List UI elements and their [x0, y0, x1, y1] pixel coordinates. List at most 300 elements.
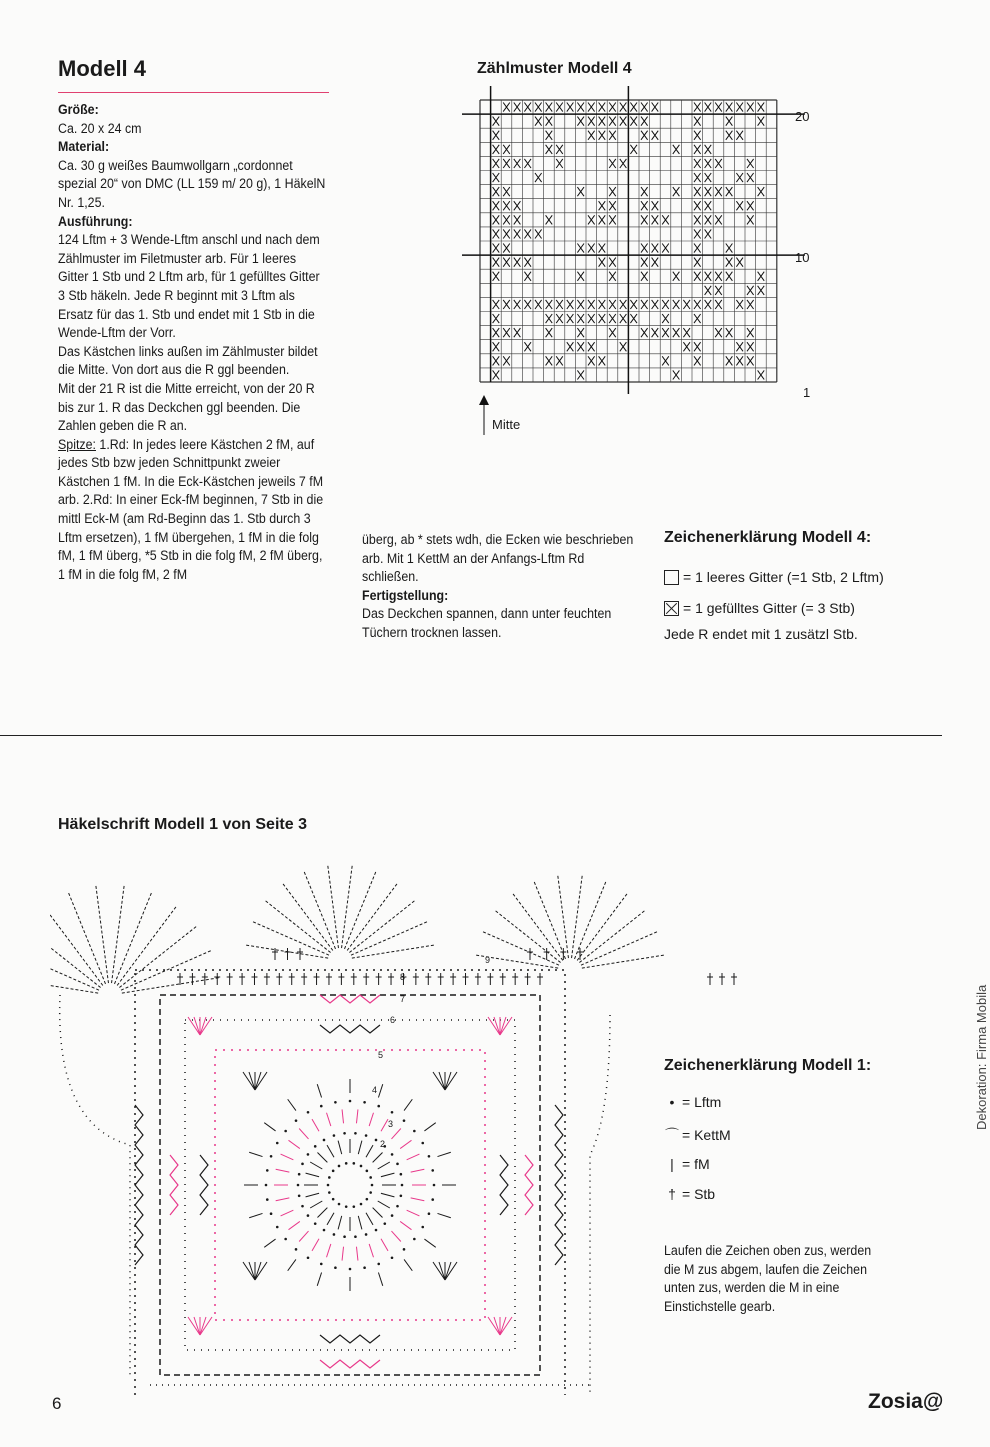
filled-cell — [652, 201, 659, 210]
legend1-lftm: = Lftm — [682, 1094, 722, 1110]
ausfuehrung-text-1: 124 Lftm + 3 Wende-Lftm anschl und nach dem Zählmuster im Filetmuster arb. Für 1 leeres Gitter 1 Stb und 2 Lftm arb, für 1 gefülltes Gitter 3 Stb häkeln. Jede R beginnt mit 3 Lftm als Ersatz für das 1. Stb und endet mit 1 Stb in die Wende-Lftm der Vorr. — [58, 232, 320, 341]
filled-cell — [514, 328, 521, 337]
filled-cell — [503, 300, 510, 309]
filled-cell — [652, 244, 659, 253]
filled-cell — [705, 215, 712, 224]
fan-motif — [488, 1017, 512, 1035]
legend4-title: Zeichenerklärung Modell 4: — [664, 529, 872, 546]
filled-cell — [609, 258, 616, 267]
filled-cell — [641, 328, 648, 337]
legend4-empty: = 1 leeres Gitter (=1 Stb, 2 Lftm) — [683, 569, 884, 585]
filled-cell — [503, 187, 510, 196]
zigzag-left-2 — [200, 1155, 208, 1215]
row-label-20: 20 — [795, 109, 810, 124]
fan-motif — [188, 1017, 212, 1035]
legend1-lftm-row — [662, 1094, 721, 1110]
filled-cell — [599, 258, 606, 267]
filled-cell — [588, 103, 595, 112]
filled-cell — [567, 314, 574, 323]
filled-cell — [736, 300, 743, 309]
filled-cell — [546, 328, 553, 337]
filled-cell — [609, 328, 616, 337]
filled-cell — [758, 286, 765, 295]
fan-motif — [488, 1317, 512, 1335]
filled-cell — [662, 328, 669, 337]
filled-cell — [556, 356, 563, 365]
filled-cell — [535, 103, 542, 112]
filled-cell — [736, 356, 743, 365]
filled-cell — [493, 342, 500, 351]
filled-cell — [599, 215, 606, 224]
page-number: 6 — [52, 1394, 62, 1413]
filled-cell — [694, 356, 701, 365]
filled-cell — [726, 356, 733, 365]
filled-cell — [620, 342, 627, 351]
filled-cell — [694, 229, 701, 238]
right-edge — [590, 1015, 610, 1395]
filled-cell — [630, 145, 637, 154]
filled-cell — [577, 187, 584, 196]
filled-cell — [673, 145, 680, 154]
filled-cell — [758, 117, 765, 126]
round-number-label: 7 — [400, 994, 406, 1004]
filled-cell — [683, 342, 690, 351]
zigzag-left — [170, 1155, 178, 1215]
filled-cell — [620, 103, 627, 112]
filled-cell — [705, 187, 712, 196]
filled-cell — [493, 229, 500, 238]
filled-cell — [546, 103, 553, 112]
dot-icon: • — [669, 1094, 675, 1110]
fertig-text: Das Deckchen spannen, dann unter feuchten Tüchern trocknen lassen. — [362, 606, 612, 640]
filled-cell — [556, 300, 563, 309]
material-text: Ca. 30 g weißes Baumwollgarn „cordonnet spezial 20“ von DMC (LL 159 m/ 20 g), 1 HäkelN Nr. 1,25. — [58, 157, 326, 210]
filled-cell — [641, 187, 648, 196]
section-divider — [0, 735, 942, 736]
filled-cell — [747, 173, 754, 182]
filled-cell — [567, 342, 574, 351]
filled-cell — [673, 300, 680, 309]
filled-cell — [758, 103, 765, 112]
legend1-kettm: = KettM — [682, 1127, 731, 1143]
filled-cell — [503, 328, 510, 337]
zigzag-bottom — [320, 1335, 380, 1343]
filled-cell — [736, 103, 743, 112]
filled-cell — [577, 314, 584, 323]
legend4-empty-row — [664, 566, 884, 588]
filled-cell — [662, 356, 669, 365]
fan-right — [476, 876, 664, 968]
filled-cell — [503, 244, 510, 253]
empty-cell-icon — [664, 570, 679, 585]
filled-cell — [609, 300, 616, 309]
round-1 — [304, 1139, 396, 1231]
filled-cell — [588, 215, 595, 224]
filled-cell — [503, 145, 510, 154]
filled-cell — [715, 328, 722, 337]
zigzag-top — [320, 995, 380, 1003]
filled-cell — [493, 300, 500, 309]
filled-cell — [715, 300, 722, 309]
watermark: Zosia@ — [868, 1390, 944, 1413]
filled-cell — [662, 215, 669, 224]
filled-cell — [694, 131, 701, 140]
filled-cell — [493, 187, 500, 196]
filled-cell — [715, 187, 722, 196]
filled-cell — [694, 342, 701, 351]
crochet-diagram — [50, 855, 740, 1395]
filled-cell — [683, 300, 690, 309]
filled-cell — [694, 187, 701, 196]
filled-cell — [493, 117, 500, 126]
filled-cell — [609, 272, 616, 281]
filled-cell — [535, 300, 542, 309]
zigzag-right-2 — [525, 1155, 533, 1215]
filled-cell — [524, 229, 531, 238]
filled-cell — [641, 131, 648, 140]
filled-cell — [503, 215, 510, 224]
modell4-body — [58, 101, 329, 584]
col2-text: überg, ab * stets wdh, die Ecken wie beschrieben arb. Mit 1 KettM an der Anfangs-Lftm Rd schließen. — [362, 532, 634, 585]
zigzag-outer-left — [135, 1105, 143, 1265]
filled-cell — [556, 159, 563, 168]
filled-cell — [524, 300, 531, 309]
legend1-stb: = Stb — [682, 1186, 716, 1202]
round-number-label: 5 — [378, 1050, 384, 1060]
filled-cell — [524, 342, 531, 351]
material-label: Material: — [58, 139, 110, 155]
legend1-fm-row — [662, 1156, 710, 1172]
filled-cell — [609, 103, 616, 112]
filled-cell — [726, 187, 733, 196]
dagger-icon: † — [668, 1186, 676, 1202]
filled-cell — [514, 201, 521, 210]
filled-cell — [705, 145, 712, 154]
filled-cell — [694, 103, 701, 112]
filled-cell — [609, 131, 616, 140]
filled-cell — [683, 328, 690, 337]
row-label-1: 1 — [803, 385, 811, 400]
ausfuehrung-text-2: Das Kästchen links außen im Zählmuster bildet die Mitte. Von dort aus die R ggl beenden. — [58, 343, 318, 378]
filled-cell — [588, 131, 595, 140]
filled-cell — [556, 314, 563, 323]
groesse-label: Größe: — [58, 102, 99, 117]
legend1-stb-row — [662, 1186, 715, 1202]
fan-motif — [243, 1072, 267, 1090]
filled-cell — [620, 159, 627, 168]
filled-cell — [758, 370, 765, 379]
filled-cell — [715, 215, 722, 224]
arc-icon: ⌒ — [665, 1127, 679, 1143]
filled-cell — [503, 356, 510, 365]
filled-cell-icon — [664, 601, 679, 616]
mitte-label: Mitte — [492, 417, 521, 432]
round-number-label: 9 — [485, 955, 491, 965]
filled-cell — [493, 314, 500, 323]
filled-cell — [715, 272, 722, 281]
filled-cell — [694, 300, 701, 309]
filled-cell — [673, 187, 680, 196]
ausfuehrung-label: Ausführung: — [58, 213, 133, 229]
filled-cell — [588, 117, 595, 126]
filled-cell — [588, 300, 595, 309]
filled-cell — [715, 103, 722, 112]
filled-cell — [493, 328, 500, 337]
chart-title: Zählmuster Modell 4 — [477, 60, 632, 77]
round-6-square — [160, 995, 540, 1375]
filled-cell — [715, 286, 722, 295]
filled-cell — [588, 244, 595, 253]
filled-cell — [694, 145, 701, 154]
modell4-body-col2 — [362, 531, 638, 643]
filled-cell — [662, 300, 669, 309]
filled-cell — [609, 215, 616, 224]
filled-cell — [620, 117, 627, 126]
filled-cell — [705, 159, 712, 168]
round-5-square — [185, 1020, 515, 1350]
filled-cell — [736, 258, 743, 267]
fan-motif — [188, 1317, 212, 1335]
filled-cell — [736, 342, 743, 351]
sidebar-credit: Dekoration: Firma Mobila — [974, 984, 989, 1130]
filled-cell — [694, 159, 701, 168]
filled-cell — [694, 244, 701, 253]
filled-cell — [599, 201, 606, 210]
filled-cell — [705, 229, 712, 238]
filled-cell — [514, 229, 521, 238]
filled-cell — [493, 356, 500, 365]
filled-cell — [694, 173, 701, 182]
filled-cell — [747, 159, 754, 168]
zigzag-bottom-2 — [320, 1360, 380, 1368]
filled-cell — [524, 103, 531, 112]
filled-cell — [493, 244, 500, 253]
filled-cell — [567, 300, 574, 309]
filled-cell — [630, 103, 637, 112]
filled-cell — [736, 201, 743, 210]
filled-cell — [588, 356, 595, 365]
bar-icon: | — [670, 1156, 674, 1172]
filled-cell — [546, 131, 553, 140]
filled-cell — [493, 201, 500, 210]
filled-cell — [726, 258, 733, 267]
filled-cell — [493, 145, 500, 154]
filled-cell — [577, 300, 584, 309]
fan-motif — [433, 1262, 457, 1280]
mitte-arrow-icon — [477, 395, 491, 435]
top-right-stitches — [707, 973, 740, 985]
filled-cell — [747, 300, 754, 309]
filled-cell — [599, 244, 606, 253]
filled-cell — [747, 342, 754, 351]
filled-cell — [758, 272, 765, 281]
filled-cell — [599, 356, 606, 365]
fan-motif — [433, 1072, 457, 1090]
filled-cell — [694, 314, 701, 323]
modell1-title: Häkelschrift Modell 1 von Seite 3 — [58, 816, 307, 833]
filled-cell — [641, 117, 648, 126]
legend1-fm: = fM — [682, 1156, 710, 1172]
filled-cell — [524, 258, 531, 267]
filled-cell — [726, 244, 733, 253]
filled-cell — [705, 173, 712, 182]
filled-cell — [736, 131, 743, 140]
filled-cell — [577, 244, 584, 253]
filled-cell — [524, 272, 531, 281]
filled-cell — [524, 159, 531, 168]
fan-center — [246, 866, 434, 958]
filled-cell — [599, 300, 606, 309]
filled-cell — [588, 314, 595, 323]
left-edge — [60, 995, 130, 1375]
filled-cell — [641, 300, 648, 309]
filled-cell — [599, 103, 606, 112]
filled-cell — [493, 272, 500, 281]
filled-cell — [609, 314, 616, 323]
filled-cell — [577, 370, 584, 379]
filled-cell — [747, 356, 754, 365]
filled-cell — [577, 328, 584, 337]
filled-cell — [503, 159, 510, 168]
legend4-filled-row — [664, 597, 855, 619]
filled-cell — [609, 117, 616, 126]
spitze-text: 1.Rd: In jedes leere Kästchen 2 fM, auf jedes Stb bzw jeden Schnittpunkt zweier Kästchen 1 fM. In die Eck-Kästchen jeweils 7 fM arb. 2.Rd: In einer Eck-fM beginnen, 7 Stb in die mittl Eck-M (am Rd-Beginn das 1. Stb durch 3 Lftm ersetzen), 1 fM übergehen, 1 fM in die folg fM, 1 fM überg, *5 Stb in die folg fM, 2 fM überg, 1 fM in die folg fM, 2 fM — [58, 436, 324, 582]
filled-cell — [609, 159, 616, 168]
filled-cell — [726, 117, 733, 126]
filled-cell — [705, 272, 712, 281]
modell4-title: Modell 4 — [58, 56, 147, 81]
round-number-label: 8 — [400, 972, 406, 982]
filled-cell — [503, 258, 510, 267]
filled-cell — [599, 131, 606, 140]
row-label-10: 10 — [795, 250, 810, 265]
filled-cell — [641, 244, 648, 253]
filled-cell — [758, 187, 765, 196]
filled-cell — [652, 300, 659, 309]
filled-cell — [726, 328, 733, 337]
spitze-label: Spitze: — [58, 436, 96, 452]
filled-cell — [641, 258, 648, 267]
filled-cell — [726, 272, 733, 281]
filled-cell — [493, 370, 500, 379]
legend1-title: Zeichenerklärung Modell 1: — [664, 1057, 872, 1074]
filled-cell — [736, 173, 743, 182]
filled-cell — [620, 314, 627, 323]
filled-cell — [694, 201, 701, 210]
filled-cell — [577, 342, 584, 351]
fertig-label: Fertigstellung: — [362, 587, 449, 603]
filled-cell — [630, 314, 637, 323]
filled-cell — [705, 103, 712, 112]
filled-cell — [599, 314, 606, 323]
filled-cell — [546, 356, 553, 365]
filled-cell — [535, 173, 542, 182]
filled-cell — [588, 342, 595, 351]
filled-cell — [493, 131, 500, 140]
filled-cell — [599, 117, 606, 126]
filled-cell — [673, 328, 680, 337]
filled-cell — [577, 117, 584, 126]
filled-cell — [503, 229, 510, 238]
center-chain — [327, 1162, 374, 1208]
round-number-label: 4 — [372, 1085, 378, 1095]
filled-cell — [630, 117, 637, 126]
filet-chart — [460, 85, 820, 425]
fan-motif — [243, 1262, 267, 1280]
filled-cell — [546, 145, 553, 154]
filled-cell — [556, 103, 563, 112]
filled-cell — [726, 103, 733, 112]
filled-cell — [726, 131, 733, 140]
zigzag-outer-right — [555, 1105, 563, 1265]
groesse-text: Ca. 20 x 24 cm — [58, 120, 142, 136]
filled-cell — [641, 215, 648, 224]
filled-cell — [546, 300, 553, 309]
filled-cell — [493, 173, 500, 182]
filled-cell — [747, 215, 754, 224]
filled-cell — [652, 258, 659, 267]
filled-cell — [493, 258, 500, 267]
title-rule — [58, 92, 329, 93]
filled-cell — [694, 258, 701, 267]
round-number-label: 3 — [388, 1119, 394, 1129]
filled-cell — [673, 272, 680, 281]
filled-cell — [514, 215, 521, 224]
filled-cell — [694, 117, 701, 126]
filled-cell — [546, 314, 553, 323]
filled-cell — [715, 159, 722, 168]
filled-cell — [514, 159, 521, 168]
filled-cell — [514, 300, 521, 309]
legend1-kettm-row — [662, 1125, 731, 1145]
filled-cell — [567, 103, 574, 112]
filled-cell — [609, 187, 616, 196]
ausfuehrung-text-3: Mit der 21 R ist die Mitte erreicht, von der 20 R bis zur 1. R das Deckchen ggl beenden. Die Zahlen geben die R an. — [58, 380, 315, 434]
filled-cell — [641, 103, 648, 112]
filled-cell — [514, 103, 521, 112]
top-stitch-row — [177, 973, 543, 985]
filled-cell — [652, 103, 659, 112]
round-2-chain — [265, 1100, 436, 1271]
filled-cell — [705, 286, 712, 295]
filled-cell — [556, 145, 563, 154]
filled-cell — [747, 286, 754, 295]
filled-cell — [641, 201, 648, 210]
filled-cell — [662, 244, 669, 253]
filled-cell — [493, 159, 500, 168]
filled-cell — [705, 201, 712, 210]
filled-cell — [705, 300, 712, 309]
filled-cell — [652, 131, 659, 140]
filled-cell — [747, 328, 754, 337]
filled-cell — [577, 103, 584, 112]
legend4-note: Jede R endet mit 1 zusätzl Stb. — [664, 626, 858, 642]
filled-cell — [620, 300, 627, 309]
zigzag-right — [500, 1155, 508, 1215]
filled-cell — [673, 370, 680, 379]
filled-cell — [662, 314, 669, 323]
filled-cell — [577, 272, 584, 281]
filled-cell — [503, 103, 510, 112]
filled-cell — [641, 272, 648, 281]
filled-cell — [694, 215, 701, 224]
filled-cell — [652, 328, 659, 337]
filled-cell — [535, 229, 542, 238]
filled-cell — [546, 215, 553, 224]
filled-cell — [535, 117, 542, 126]
round-number-label: 6 — [390, 1015, 396, 1025]
zigzag-top-2 — [320, 1025, 380, 1033]
